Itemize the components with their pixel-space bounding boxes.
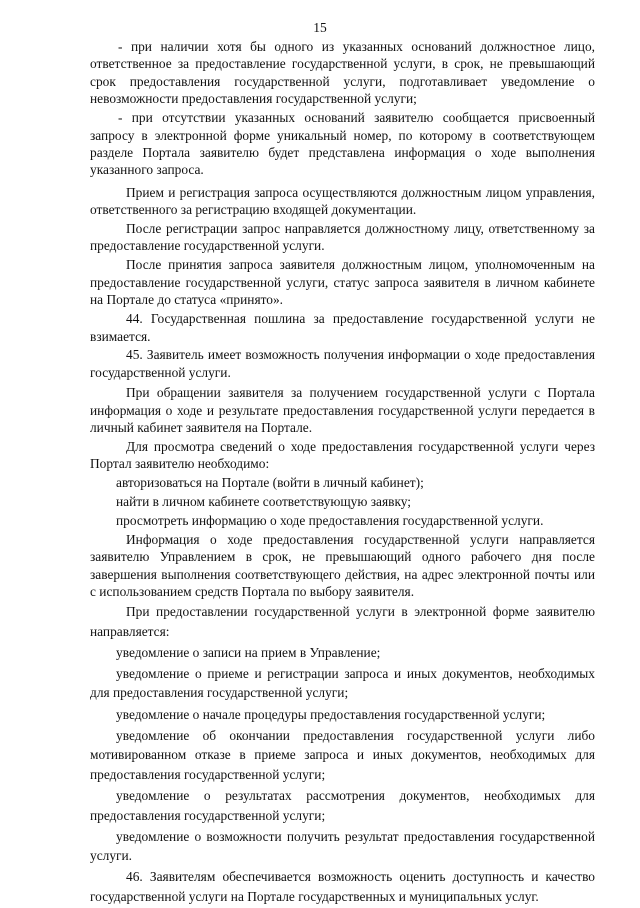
paragraph-info-sent: Информация о ходе предоставления государственной услуги направляется заявителю Управлением в срок, не превышающий одного рабочего дня после завершения выполнения соответствующего действия, на адрес электронной почты или с использованием средств Портала по выбору заявителя. xyxy=(90,531,595,600)
paragraph-46-quality-assessment: 46. Заявителям обеспечивается возможность оценить доступность и качество государственной услуги на Портале государственных и муниципальных услуг. xyxy=(90,869,595,904)
paragraph-45-progress-info: 45. Заявитель имеет возможность получения информации о ходе предоставления государственной услуги. xyxy=(90,347,595,380)
list-item-notice-result-available: уведомление о возможности получить результат предоставления государственной услуги. xyxy=(90,828,595,864)
paragraph-44-state-fee: 44. Государственная пошлина за предоставление государственной услуги не взимается. xyxy=(90,311,595,344)
list-item-view-info: просмотреть информацию о ходе предоставления государственной услуги. xyxy=(116,513,544,529)
paragraph-after-registration: После регистрации запрос направляется должностному лицу, ответственному за предоставление государственной услуги. xyxy=(90,221,595,254)
page-number: 15 xyxy=(313,20,327,35)
paragraph-view-progress: Для просмотра сведений о ходе предоставления государственной услуги через Портал заявителю необходимо: xyxy=(90,438,595,472)
list-item-notice-completion: уведомление об окончании предоставления государственной услуги либо мотивированном отказе в приеме запроса и иных документов, необходимых для предоставления государственной услуги; xyxy=(90,727,595,782)
paragraph-bullet-grounds-present: - при наличии хотя бы одного из указанных оснований должностное лицо, ответственное за предоставление государственной услуги, в срок, не превышающий срок предоставления государственной услуги, подготавливает уведомление о невозможности предоставления государственной услуги; xyxy=(90,39,595,107)
list-item-notice-review-results: уведомление о результатах рассмотрения документов, необходимых для предоставления государственной услуги; xyxy=(90,787,595,823)
list-item-notice-start: уведомление о начале процедуры предоставления государственной услуги; xyxy=(116,706,546,722)
paragraph-bullet-grounds-absent: - при отсутствии указанных оснований заявителю сообщается присвоенный запросу в электронной форме уникальный номер, по которому в соответствующем разделе Портала заявителю будет представлена информация о ходе выполнения указанного запроса. xyxy=(90,110,595,178)
list-item-notice-appointment: уведомление о записи на прием в Управление; xyxy=(116,644,381,660)
paragraph-reception-registration: Прием и регистрация запроса осуществляются должностным лицом управления, ответственного за регистрацию входящей документации. xyxy=(90,184,595,218)
paragraph-after-acceptance: После принятия запроса заявителя должностным лицом, уполномоченным на предоставление государственной услуги, статус запроса заявителя в личном кабинете на Портале до статуса «принято». xyxy=(90,257,595,308)
list-item-authorize: авторизоваться на Портале (войти в личный кабинет); xyxy=(116,475,424,491)
list-item-find-request: найти в личном кабинете соответствующую заявку; xyxy=(116,494,411,510)
list-item-notice-reception: уведомление о приеме и регистрации запроса и иных документов, необходимых для предоставления государственной услуги; xyxy=(90,665,595,701)
document-body xyxy=(90,38,595,908)
paragraph-electronic-notifications: При предоставлении государственной услуги в электронной форме заявителю направляется: xyxy=(90,604,595,639)
paragraph-portal-request: При обращении заявителя за получением государственной услуги с Портала информация о ходе и результате предоставления государственной услуги передается в личный кабинет заявителя на Портале. xyxy=(90,385,595,436)
